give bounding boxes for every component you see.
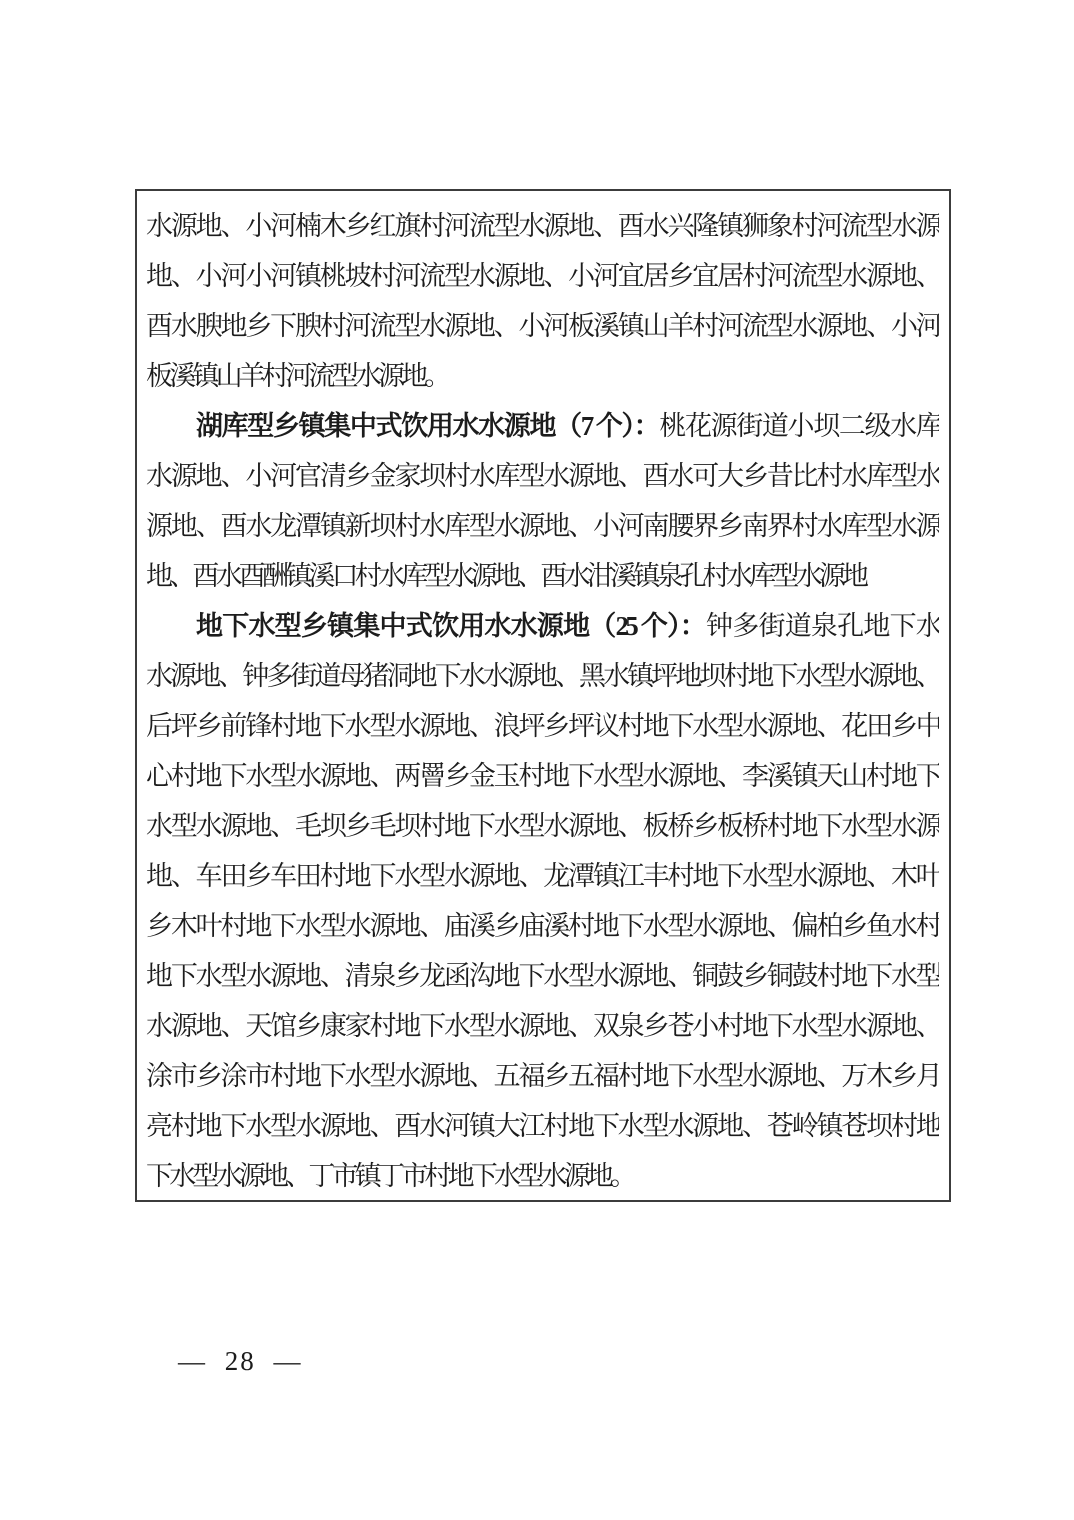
text-line [146, 951, 939, 1001]
text-line [146, 401, 939, 451]
text-line [146, 551, 939, 601]
text-line [146, 451, 939, 501]
text-line [146, 201, 939, 251]
text-line [146, 651, 939, 701]
text-line [146, 301, 939, 351]
text-run: 桃花源街道小坝二级水库 [659, 411, 939, 441]
text-line [146, 1001, 939, 1051]
text-run: 下水型水源地、丁市镇丁市村地下水型水源地。 [146, 1161, 634, 1191]
text-run: 地下水型水源地、清泉乡龙函沟地下水型水源地、铜鼓乡铜鼓村地下水型 [146, 961, 939, 991]
text-line [146, 1101, 939, 1151]
text-run: 心村地下水型水源地、两罾乡金玉村地下水型水源地、李溪镇天山村地下 [146, 761, 939, 791]
text-run: 水源地、小河楠木乡红旗村河流型水源地、酉水兴隆镇狮象村河流型水源 [146, 211, 939, 241]
section-heading-run: 地下水型乡镇集中式饮用水水源地（25 个）： [196, 611, 707, 641]
text-run: 板溪镇山羊村河流型水源地。 [146, 361, 448, 391]
text-run: 钟多街道泉孔地下水 [706, 611, 939, 641]
text-run: 水型水源地、毛坝乡毛坝村地下水型水源地、板桥乡板桥村地下水型水源 [146, 811, 939, 841]
text-line [146, 851, 939, 901]
text-run: 地、小河小河镇桃坡村河流型水源地、小河宜居乡宜居村河流型水源地、 [146, 261, 939, 291]
text-line [146, 351, 939, 401]
document-box [135, 189, 951, 1202]
text-run: 水源地、天馆乡康家村地下水型水源地、双泉乡苍小村地下水型水源地、 [146, 1011, 939, 1041]
text-line [146, 901, 939, 951]
text-run: 乡木叶村地下水型水源地、庙溪乡庙溪村地下水型水源地、偏柏乡鱼水村 [146, 911, 939, 941]
page-number: — 28 — [178, 1346, 303, 1376]
text-line [146, 751, 939, 801]
text-run: 地、酉水酉酬镇溪口村水库型水源地、酉水泔溪镇泉孔村水库型水源地 [146, 561, 866, 591]
text-run: 水源地、钟多街道母猪洞地下水水源地、黑水镇坪地坝村地下水型水源地、 [146, 661, 939, 691]
section-heading-run: 湖库型乡镇集中式饮用水水源地（7 个）： [196, 411, 660, 441]
text-line [146, 801, 939, 851]
text-line [146, 501, 939, 551]
text-run: 源地、酉水龙潭镇新坝村水库型水源地、小河南腰界乡南界村水库型水源 [146, 511, 939, 541]
text-line [146, 701, 939, 751]
text-line [146, 1151, 939, 1201]
text-run: 涂市乡涂市村地下水型水源地、五福乡五福村地下水型水源地、万木乡月 [146, 1061, 939, 1091]
text-line [146, 1051, 939, 1101]
text-line [146, 601, 939, 651]
text-run: 亮村地下水型水源地、酉水河镇大江村地下水型水源地、苍岭镇苍坝村地 [146, 1111, 939, 1141]
text-run: 地、车田乡车田村地下水型水源地、龙潭镇江丰村地下水型水源地、木叶 [146, 861, 939, 891]
text-line [146, 251, 939, 301]
text-run: 酉水腴地乡下腴村河流型水源地、小河板溪镇山羊村河流型水源地、小河 [146, 311, 939, 341]
text-run: 后坪乡前锋村地下水型水源地、浪坪乡坪议村地下水型水源地、花田乡中 [146, 711, 939, 741]
text-run: 水源地、小河官清乡金家坝村水库型水源地、酉水可大乡昔比村水库型水 [146, 461, 939, 491]
